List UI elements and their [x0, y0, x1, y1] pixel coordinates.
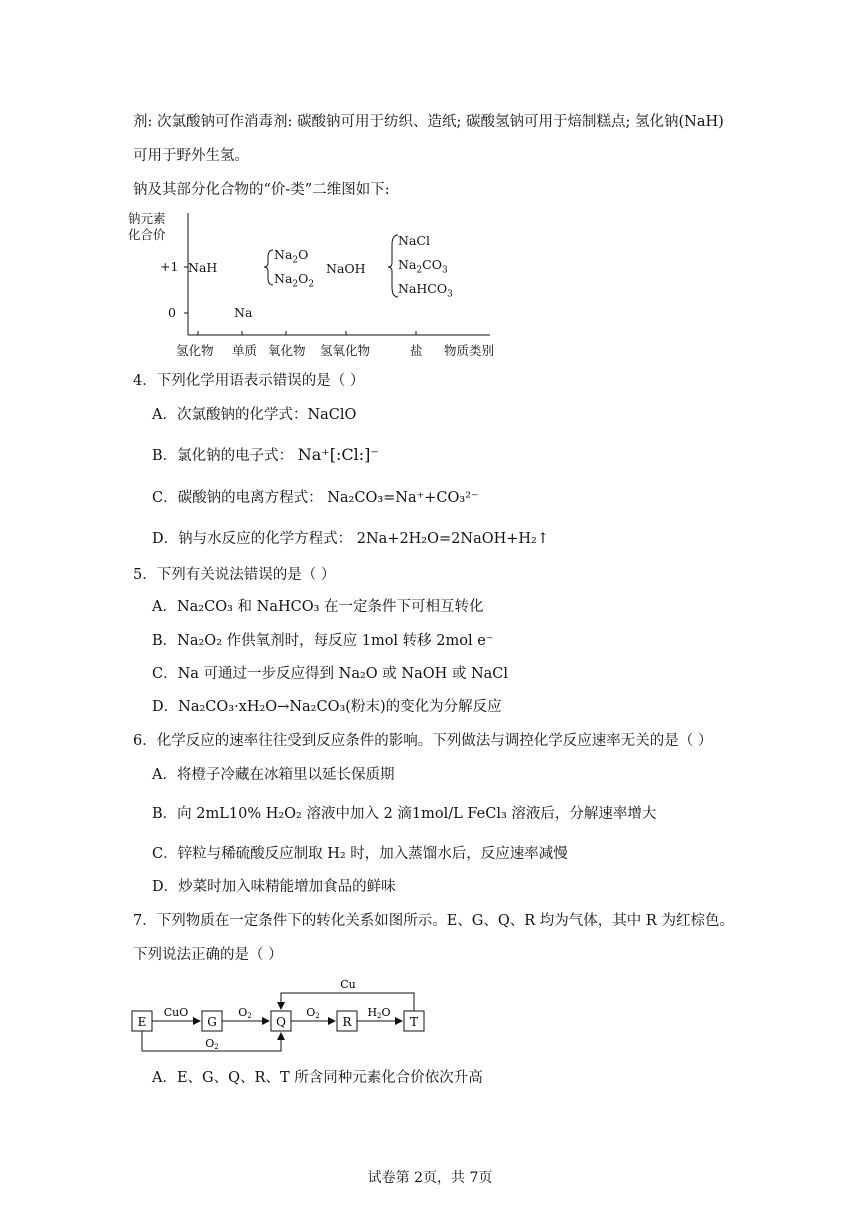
page-footer: 试卷第 2页，共 7页 [367, 1170, 493, 1186]
label-cu: Cu [340, 978, 356, 991]
q4-option-a: A．次氯酸钠的化学式：NaClO [152, 407, 357, 423]
y-tick-zero: 0 [168, 305, 176, 320]
q4-option-c-formula: Na₂CO₃=Na⁺+CO₃²⁻ [327, 490, 479, 506]
item-na2co3: $Na_2CO_3$ [398, 257, 448, 276]
item-na: Na [234, 305, 253, 320]
q6-option-c: C．锌粒与稀硫酸反应制取 H₂ 时，加入蒸馏水后，反应速率减慢 [152, 846, 568, 862]
y-axis-title-2: 化合价 [128, 227, 166, 242]
q5-stem: 5．下列有关说法错误的是（ ） [133, 567, 336, 583]
item-na2o: $Na_2O$ [274, 247, 309, 266]
label-h2o: H2O [367, 1006, 391, 1020]
box-e-label: E [137, 1015, 147, 1029]
box-q-label: Q [276, 1015, 286, 1029]
q5-option-c: C．Na 可通过一步反应得到 Na₂O 或 NaOH 或 NaCl [152, 666, 509, 682]
q7-conversion-diagram [128, 975, 448, 1055]
intro-line-3: 钠及其部分化合物的“价-类”二维图如下: [133, 182, 390, 198]
item-nah: NaH [188, 260, 218, 275]
x-cat-hydroxide: 氢氧化物 [320, 343, 371, 358]
x-cat-class: 物质类别 [444, 343, 495, 358]
q4-stem: 4．下列化学用语表示错误的是（ ） [133, 373, 365, 389]
x-cat-hydride: 氢化物 [176, 343, 214, 358]
box-g-label: G [207, 1015, 217, 1029]
q4-option-b-formula: Na⁺[:Cl:]⁻ [297, 445, 379, 464]
y-tick-plus1: +1 [160, 259, 179, 274]
q6-stem: 6．化学反应的速率往往受到反应条件的影响。下列做法与调控化学反应速率无关的是（ ） [133, 733, 713, 749]
q5-option-a: A．Na₂CO₃ 和 NaHCO₃ 在一定条件下可相互转化 [152, 599, 484, 615]
q6-option-d: D．炒菜时加入味精能增加食品的鲜味 [152, 879, 396, 895]
q6-option-b: B．向 2mL10% H₂O₂ 溶液中加入 2 滴1mol/L FeCl₃ 溶液后，分解速率增大 [152, 806, 657, 822]
box-t-label: T [409, 1015, 419, 1029]
valence-class-chart [128, 205, 508, 365]
q4-option-c-prefix: C．碳酸钠的电离方程式： [152, 490, 323, 506]
y-axis-title-1: 钠元素 [128, 211, 166, 226]
q4-option-d-prefix: D．钠与水反应的化学方程式： [152, 531, 353, 547]
item-na2o2: $Na_2O_2$ [274, 271, 315, 290]
q7-stem-line-2: 下列说法正确的是（ ） [133, 947, 283, 963]
q4-option-c [152, 488, 479, 508]
q7-option-a: A．E、G、Q、R、T 所含同种元素化合价依次升高 [152, 1070, 483, 1086]
q5-option-d: D．Na₂CO₃·xH₂O→Na₂CO₃(粉末)的变化为分解反应 [152, 699, 502, 715]
x-cat-salt: 盐 [410, 343, 423, 358]
q7-stem-line-1: 7．下列物质在一定条件下的转化关系如图所示。E、G、Q、R 均为气体，其中 R 为红棕色。 [133, 913, 734, 929]
q6-option-a: A．将橙子冷藏在冰箱里以延长保质期 [152, 767, 395, 783]
intro-line-1: 剂: 次氯酸钠可作消毒剂: 碳酸钠可用于纺织、造纸; 碳酸氢钠可用于焙制糕点; 氢化钠(NaH) [133, 114, 724, 130]
label-o2-3: O2 [205, 1037, 219, 1051]
q5-option-b: B．Na₂O₂ 作供氧剂时，每反应 1mol 转移 2mol e⁻ [152, 633, 494, 649]
q4-option-d-formula: 2Na+2H₂O=2NaOH+H₂↑ [356, 531, 550, 547]
label-o2-2: O2 [306, 1006, 320, 1020]
item-naoh: NaOH [326, 261, 366, 276]
item-nahco3: NaHCO$_3$ [398, 281, 453, 300]
box-r-label: R [342, 1015, 352, 1029]
q4-option-d [152, 529, 549, 549]
item-nacl: NaCl [398, 233, 430, 248]
label-cuo: CuO [163, 1006, 189, 1019]
intro-line-2: 可用于野外生氢。 [133, 148, 249, 164]
q4-option-b-prefix: B．氯化钠的电子式： [152, 448, 294, 464]
label-o2-1: O2 [238, 1006, 252, 1020]
q4-option-b [152, 445, 379, 466]
x-cat-oxide: 氧化物 [268, 343, 306, 358]
x-cat-element: 单质 [232, 343, 258, 358]
